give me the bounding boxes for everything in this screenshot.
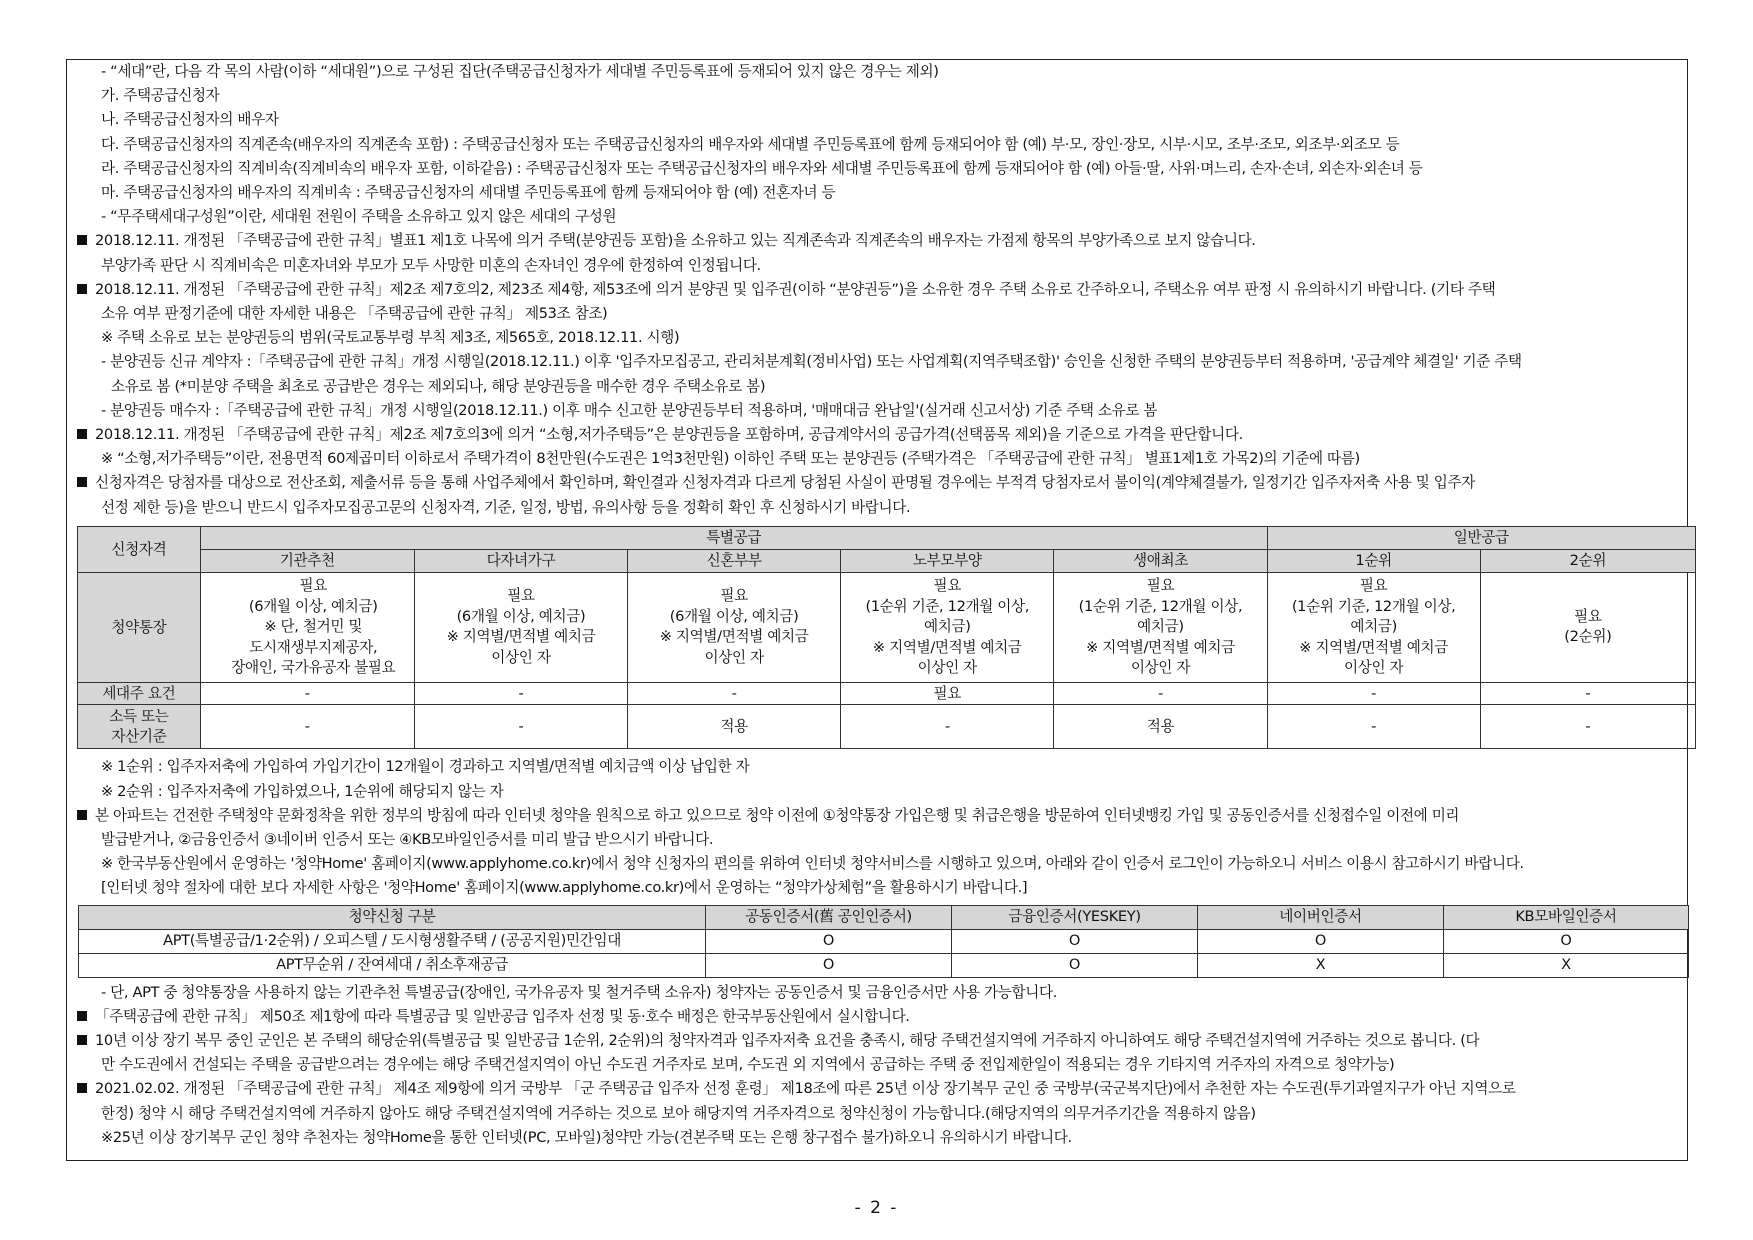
text-line: 만 수도권에서 건설되는 주택을 공급받으려는 경우에는 해당 주택건설지역이 아닌 수도권 거주자로 보며, 수도권 외 지역에서 공급하는 주택 중 전입제한일이 적용되는 경우 기타지역 거주자의 자격으로 청약가능) — [100, 1056, 1395, 1074]
square-bullet-icon — [77, 810, 87, 820]
bullet-line — [75, 1077, 1677, 1101]
text-line: 나. 주택공급신청자의 배우자 — [100, 111, 279, 129]
table-cell — [200, 572, 414, 682]
row-header-householder: 세대주 요건 — [78, 682, 201, 705]
square-bullet-icon — [77, 1083, 87, 1093]
column-header: 기관추천 — [200, 549, 414, 572]
text-line: 신청자격은 당첨자를 대상으로 전산조회, 제출서류 등을 통해 사업주체에서 확인하며, 확인결과 신청자격과 다르게 당첨된 사실이 판명될 경우에는 부적격 당첨자로서 불이익(계약체결불가, 일정기간 입주자저축 사용 및 입주자 — [94, 474, 1475, 492]
table-cell: 필요 (1순위 기준, 12개월 이상, 예치금) ※ 지역별/면적별 예치금 이상인 자 — [1054, 572, 1267, 682]
cell-text: 필요 (6개월 이상, 예치금) ※ 단, 철거민 및 도시재생부지제공자, 장애인, 국가유공자 불필요 — [231, 577, 396, 677]
text-line: ※ 주택 소유로 보는 분양권등의 범위(국토교통부령 부칙 제3조, 제565호, 2018.12.11. 시행) — [100, 329, 680, 347]
column-header: 청약신청 구분 — [79, 905, 706, 929]
table-cell: O — [706, 953, 952, 977]
text-line: - “무주택세대구성원”이란, 세대원 전원이 주택을 소유하고 있지 않은 세대의 구성원 — [100, 208, 617, 226]
table-row — [79, 953, 1689, 977]
square-bullet-icon — [77, 477, 87, 487]
text-line: ※ 2순위 : 입주자저축에 가입하였으나, 1순위에 해당되지 않는 자 — [100, 782, 504, 800]
table-cell: - — [1054, 682, 1267, 705]
text-line: 다. 주택공급신청자의 직계존속(배우자의 직계존속 포함) : 주택공급신청자 또는 주택공급신청자의 배우자와 세대별 주민등록표에 함께 등재되어야 함 (예) 부·모, 장인·장모, 시부·시모, 조부·조모, 외조부·외조모 등 — [100, 135, 1400, 153]
table-cell: - — [200, 705, 414, 749]
table-cell: O — [706, 929, 952, 953]
row-header-bankbook: 청약통장 — [78, 572, 201, 682]
column-header: 생애최초 — [1054, 549, 1267, 572]
bullet-line — [75, 804, 1677, 828]
text-line: 2018.12.11. 개정된 「주택공급에 관한 규칙」제2조 제7호의2, 제23조 제4항, 제53조에 의거 분양권 및 입주권(이하 “분양권등”)을 소유한 경우 주택 소유로 간주하오니, 주택소유 여부 판정 시 유의하시기 바랍니다. (기타 주택 — [94, 280, 1496, 298]
general-supply-header: 일반공급 — [1267, 526, 1695, 549]
table-cell: - — [1480, 682, 1695, 705]
bullet-line — [75, 471, 1677, 495]
page-number: - 2 - — [854, 1198, 899, 1218]
table-cell: 필요 (6개월 이상, 예치금) ※ 지역별/면적별 예치금 이상인 자 — [628, 572, 841, 682]
table-cell: - — [628, 682, 841, 705]
table-cell: O — [952, 953, 1198, 977]
text-line: ※ “소형,저가주택등”이란, 전용면적 60제곱미터 이하로서 주택가격이 8천만원(수도권은 1억3천만원) 이하인 주택 또는 분양권등 (주택가격은 「주택공급에 관한 규칙」 별표1제1호 가목2)의 기준에 따름) — [100, 450, 1360, 468]
text-line: 선정 제한 등)을 받으니 반드시 입주자모집공고문의 신청자격, 기준, 일정, 방법, 유의사항 등을 정확히 확인 후 신청하시기 바랍니다. — [100, 498, 911, 516]
text-line: 부양가족 판단 시 직계비속은 미혼자녀와 부모가 모두 사망한 미혼의 손자녀인 경우에 한정하여 인정됩니다. — [100, 256, 761, 274]
column-header: 노부모부양 — [841, 549, 1054, 572]
square-bullet-icon — [77, 284, 87, 294]
text-line: 발급받거나, ②금융인증서 ③네이버 인증서 또는 ④KB모바일인증서를 미리 발급 받으시기 바랍니다. — [100, 830, 714, 848]
text-line: 가. 주택공급신청자 — [100, 87, 220, 105]
table-cell: - — [414, 705, 627, 749]
bullet-line — [75, 1029, 1677, 1053]
text-line: 10년 이상 장기 복무 중인 군인은 본 주택의 해당순위(특별공급 및 일반공급 1순위, 2순위)의 청약자격과 입주자저축 요건을 충족시, 해당 주택건설지역에 거주하지 아니하여도 해당 주택건설지역에 거주하는 것으로 봅니다. (다 — [94, 1031, 1480, 1049]
eligibility-table — [77, 526, 1696, 750]
square-bullet-icon — [77, 1035, 87, 1045]
column-header: 공동인증서(舊 공인인증서) — [706, 905, 952, 929]
certificate-table — [78, 905, 1689, 978]
column-header: 다자녀가구 — [414, 549, 627, 572]
bullet-line — [75, 229, 1677, 253]
table-cell: 적용 — [628, 705, 841, 749]
text-line: 2018.12.11. 개정된 「주택공급에 관한 규칙」제2조 제7호의3에 의거 “소형,저가주택등”은 분양권등을 포함하며, 공급계약서의 공급가격(선택품목 제외)을 기준으로 가격을 판단합니다. — [94, 426, 1243, 444]
table-cell: - — [200, 682, 414, 705]
bullet-line — [75, 278, 1677, 302]
text-line: - “세대”란, 다음 각 목의 사람(이하 “세대원”)으로 구성된 집단(주택공급신청자가 세대별 주민등록표에 등재되어 있지 않은 경우는 제외) — [100, 63, 939, 80]
square-bullet-icon — [77, 235, 87, 245]
special-supply-header: 특별공급 — [200, 526, 1267, 549]
column-header: 금융인증서(YESKEY) — [952, 905, 1198, 929]
table-row — [79, 929, 1689, 953]
column-header: 네이버인증서 — [1198, 905, 1444, 929]
text-line: 2021.02.02. 개정된 「주택공급에 관한 규칙」 제4조 제9항에 의거 국방부 「군 주택공급 입주자 선정 훈령」 제18조에 따른 25년 이상 장기복무 군인 중 국방부(국군복지단)에서 추천한 자는 수도권(투기과열지구가 아닌 지역으로 — [94, 1080, 1516, 1098]
text-line: 「주택공급에 관한 규칙」 제50조 제1항에 따라 특별공급 및 일반공급 입주자 선정 및 동·호수 배정은 한국부동산원에서 실시합니다. — [94, 1007, 910, 1025]
text-line: ※ 한국부동산원에서 운영하는 '청약Home' 홈페이지(www.applyhome.co.kr)에서 청약 신청자의 편의를 위하여 인터넷 청약서비스를 시행하고 있으며, 아래와 같이 인증서 로그인이 가능하오니 서비스 이용시 참고하시기 바랍니다. — [100, 855, 1524, 873]
column-header: 2순위 — [1480, 549, 1695, 572]
table-cell: 적용 — [1054, 705, 1267, 749]
table-cell: 필요 (6개월 이상, 예치금) ※ 지역별/면적별 예치금 이상인 자 — [414, 572, 627, 682]
table-cell: X — [1198, 953, 1444, 977]
table-cell: X — [1444, 953, 1689, 977]
table-cell: - — [1267, 682, 1480, 705]
text-line: ※ 1순위 : 입주자저축에 가입하여 가입기간이 12개월이 경과하고 지역별/면적별 예치금액 이상 납입한 자 — [100, 758, 750, 776]
table-cell: O — [1198, 929, 1444, 953]
bullet-line — [75, 423, 1677, 447]
square-bullet-icon — [77, 429, 87, 439]
square-bullet-icon — [77, 1011, 87, 1021]
text-line: 2018.12.11. 개정된 「주택공급에 관한 규칙」별표1 제1호 나목에 의거 주택(분양권등 포함)을 소유하고 있는 직계존속과 직계존속의 배우자는 가점제 항목의 부양가족으로 보지 않습니다. — [94, 232, 1256, 250]
text-line: 소유로 봄 (*미분양 주택을 최초로 공급받은 경우는 제외되나, 해당 분양권등을 매수한 경우 주택소유로 봄) — [110, 377, 766, 395]
table-cell: - — [1267, 705, 1480, 749]
table-cell: 필요 — [841, 682, 1054, 705]
table-cell: - — [1480, 705, 1695, 749]
table-cell: 필요 (1순위 기준, 12개월 이상, 예치금) ※ 지역별/면적별 예치금 이상인 자 — [1267, 572, 1480, 682]
text-line: [인터넷 청약 절차에 대한 보다 자세한 사항은 '청약Home' 홈페이지(www.applyhome.co.kr)에서 운영하는 “청약가상체험”을 활용하시기 바랍니다.] — [100, 879, 1028, 897]
table-cell: 필요 (1순위 기준, 12개월 이상, 예치금) ※ 지역별/면적별 예치금 이상인 자 — [841, 572, 1054, 682]
text-line: 라. 주택공급신청자의 직계비속(직계비속의 배우자 포함, 이하같음) : 주택공급신청자 또는 주택공급신청자의 배우자와 세대별 주민등록표에 함께 등재되어야 함 (예) 아들·딸, 사위·며느리, 손자·손녀, 외손자·외손녀 등 — [100, 159, 1423, 177]
column-header: 신혼부부 — [628, 549, 841, 572]
table-cell: 필요 (2순위) — [1480, 572, 1695, 682]
document-frame — [66, 59, 1688, 1161]
text-line: ※25년 이상 장기복무 군인 청약 추천자는 청약Home을 통한 인터넷(PC, 모바일)청약만 가능(견본주택 또는 은행 창구접수 불가)하오니 유의하시기 바랍니다. — [100, 1128, 1072, 1146]
text-line: 소유 여부 판정기준에 대한 자세한 내용은 「주택공급에 관한 규칙」 제53조 참조) — [100, 305, 608, 323]
text-line: - 분양권등 매수자 :「주택공급에 관한 규칙」개정 시행일(2018.12.11.) 이후 매수 신고한 분양권등부터 적용하며, '매매대금 완납일'(실거래 신고서상) 기준 주택 소유로 봄 — [100, 401, 1158, 419]
bullet-line — [75, 1005, 1677, 1029]
table-cell: APT(특별공급/1·2순위) / 오피스텔 / 도시형생활주택 / (공공지원)민간임대 — [79, 929, 706, 953]
table-cell: O — [1444, 929, 1689, 953]
table-cell: O — [952, 929, 1198, 953]
table-cell: - — [414, 682, 627, 705]
table-corner-header: 신청자격 — [78, 526, 201, 572]
table-cell: - — [841, 705, 1054, 749]
text-line: - 단, APT 중 청약통장을 사용하지 않는 기관추천 특별공급(장애인, 국가유공자 및 철거주택 소유자) 청약자는 공동인증서 및 금융인증서만 사용 가능합니다. — [100, 983, 1058, 1001]
text-line: - 분양권등 신규 계약자 :「주택공급에 관한 규칙」개정 시행일(2018.12.11.) 이후 '입주자모집공고, 관리처분계획(정비사업) 또는 사업계획(지역주택조합)' 승인을 신청한 주택의 분양권등부터 적용하며, '공급계약 체결일' 기준 주택 — [100, 353, 1522, 371]
table-cell: APT무순위 / 잔여세대 / 취소후재공급 — [79, 953, 706, 977]
text-line: 한정) 청약 시 해당 주택건설지역에 거주하지 않아도 해당 주택건설지역에 거주하는 것으로 보아 해당지역 거주자격으로 청약신청이 가능합니다.(해당지역의 의무거주기간을 적용하지 않음) — [100, 1104, 1256, 1122]
row-header-income: 소득 또는 자산기준 — [78, 705, 201, 749]
column-header: KB모바일인증서 — [1444, 905, 1689, 929]
text-line: 마. 주택공급신청자의 배우자의 직계비속 : 주택공급신청자의 세대별 주민등록표에 함께 등재되어야 함 (예) 전혼자녀 등 — [100, 184, 836, 202]
column-header: 1순위 — [1267, 549, 1480, 572]
text-line: 본 아파트는 건전한 주택청약 문화정착을 위한 정부의 방침에 따라 인터넷 청약을 원칙으로 하고 있으므로 청약 이전에 ①청약통장 가입은행 및 취급은행을 방문하여 인터넷뱅킹 가입 및 공동인증서를 신청접수일 이전에 미리 — [94, 806, 1460, 824]
